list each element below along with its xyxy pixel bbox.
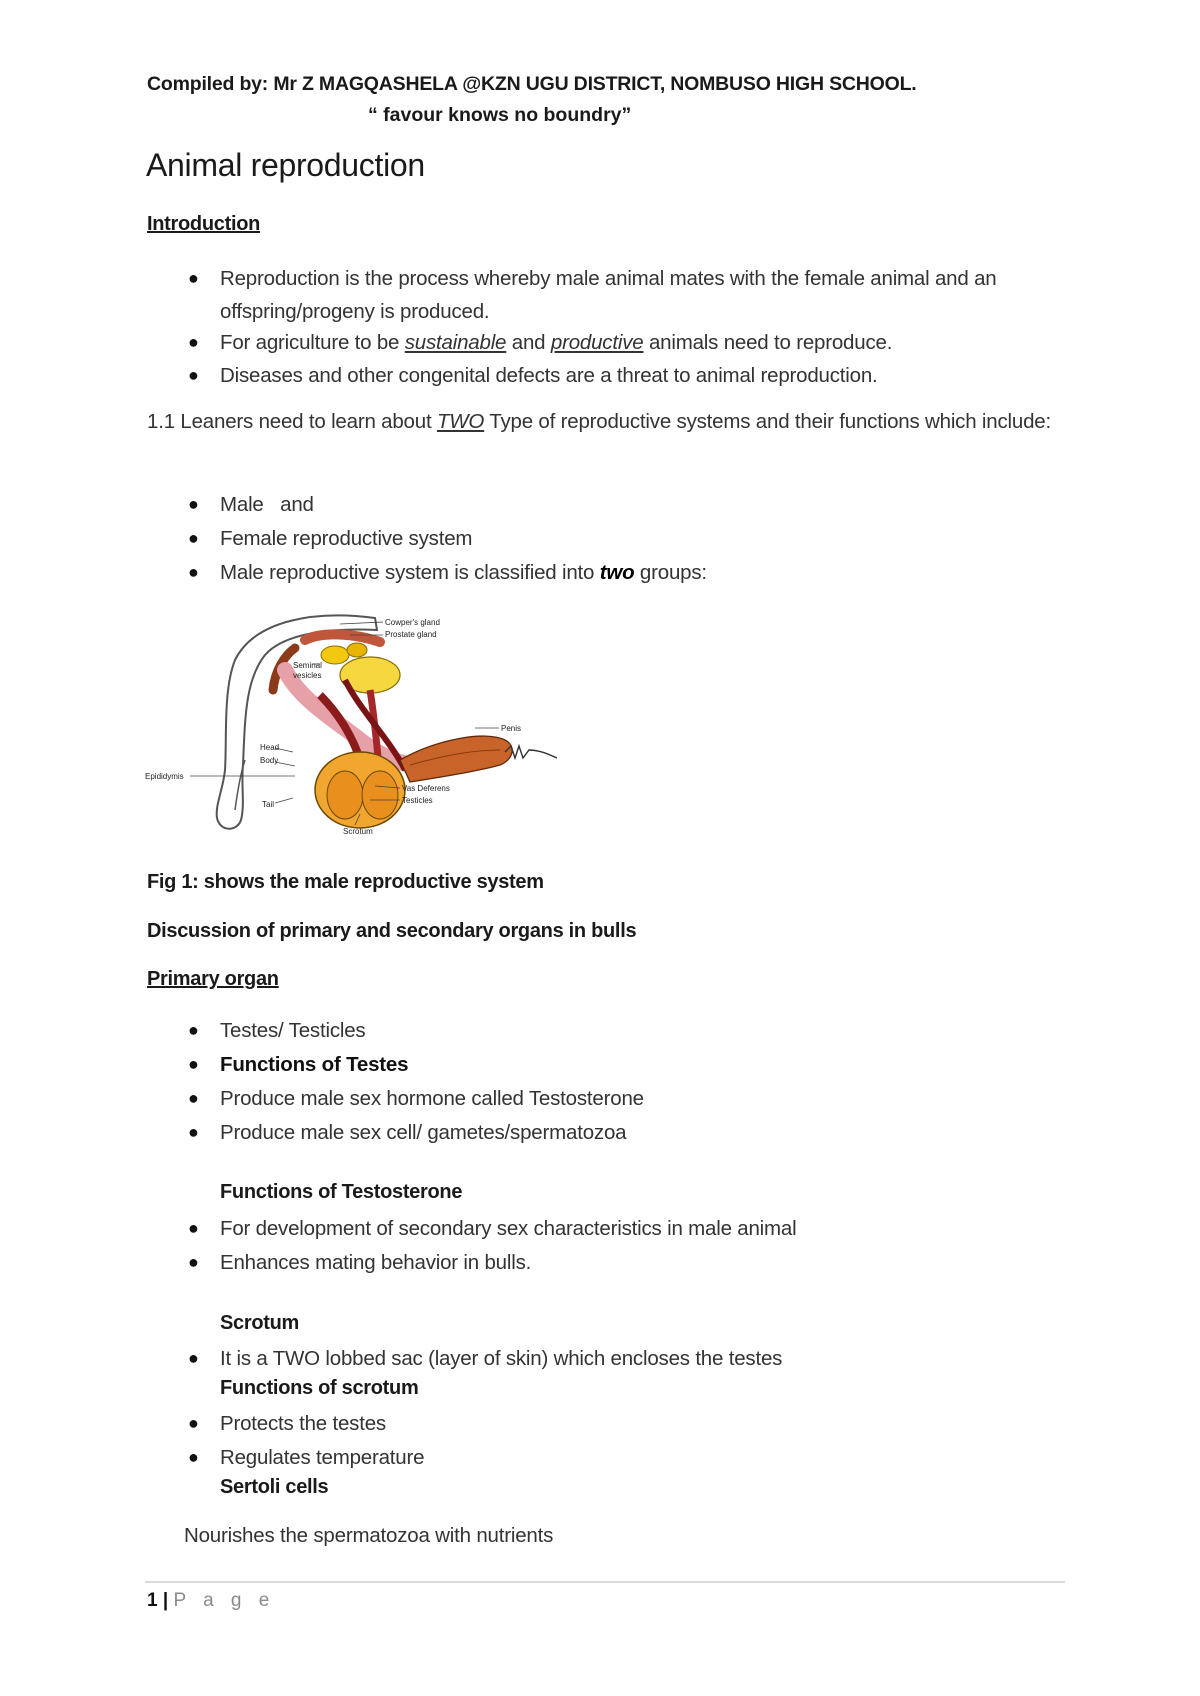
male-reproductive-system-figure	[145, 600, 565, 845]
discussion-heading: Discussion of primary and secondary organs in bulls	[147, 920, 637, 942]
list-item-text: Testes/ Testicles	[220, 1019, 366, 1042]
bullet-icon: ●	[188, 1020, 199, 1040]
bullet-icon: ●	[188, 1252, 199, 1272]
introduction-heading: Introduction	[147, 213, 261, 235]
testicles-label: Testicles	[402, 796, 433, 805]
list-item-text: Male and	[220, 493, 314, 516]
bullet-icon: ●	[188, 1447, 199, 1467]
bullet-icon: ●	[188, 1088, 199, 1108]
prostate-label: Prostate gland	[385, 630, 437, 639]
seminal-label-1: Seminal	[293, 661, 322, 670]
list-item-text: Regulates temperature	[220, 1446, 425, 1469]
learn-paragraph: 1.1 Leaners need to learn about TWO Type of reproductive systems and their functions which include:	[147, 410, 1051, 433]
page-word: P a g e	[173, 1590, 276, 1611]
scrotum-functions-heading: Functions of scrotum	[220, 1377, 419, 1399]
list-item-text: Diseases and other congenital defects are a threat to animal reproduction.	[220, 364, 878, 387]
figure-caption: Fig 1: shows the male reproductive system	[147, 871, 544, 893]
list-item-text: For agriculture to be sustainable and productive animals need to reproduce.	[220, 331, 893, 354]
tail-label: Tail	[262, 800, 275, 809]
compiled-by-header: Compiled by: Mr Z MAGQASHELA @KZN UGU DISTRICT, NOMBUSO HIGH SCHOOL.	[147, 73, 917, 95]
bullet-icon: ●	[188, 268, 199, 288]
motto: “ favour knows no boundry”	[368, 104, 632, 126]
bullet-icon: ●	[188, 562, 199, 582]
list-item-text: Produce male sex cell/ gametes/spermatozoa	[220, 1121, 627, 1144]
head-label: Head	[260, 743, 280, 752]
bullet-icon: ●	[188, 528, 199, 548]
footer-separator: |	[162, 1590, 169, 1611]
bullet-icon: ●	[188, 1054, 199, 1074]
page-number: 1	[147, 1590, 158, 1611]
bullet-icon: ●	[188, 365, 199, 385]
bullet-icon: ●	[188, 1413, 199, 1433]
seminal-label-2: vesicles	[293, 671, 322, 680]
bullet-icon: ●	[188, 1122, 199, 1142]
scrotum-heading: Scrotum	[220, 1312, 300, 1334]
bullet-icon: ●	[188, 332, 199, 352]
cowper-label: Cowper's gland	[385, 618, 440, 627]
page-footer	[147, 1590, 275, 1612]
epididymis-label: Epididymis	[145, 772, 184, 781]
sertoli-heading: Sertoli cells	[220, 1476, 329, 1498]
primary-organ-heading: Primary organ	[147, 968, 279, 990]
list-item-text: Protects the testes	[220, 1412, 386, 1435]
vas-deferens-label: Vas Deferens	[402, 784, 450, 793]
scrotum-label: Scrotum	[343, 827, 373, 836]
list-item-text: Enhances mating behavior in bulls.	[220, 1251, 532, 1274]
list-item-text: For development of secondary sex characteristics in male animal	[220, 1217, 797, 1240]
list-item-text: Reproduction is the process whereby male animal mates with the female animal and an offspring/progeny is produced.	[220, 267, 997, 323]
sertoli-text: Nourishes the spermatozoa with nutrients	[184, 1524, 554, 1547]
footer-divider	[145, 1581, 1065, 1583]
bullet-icon: ●	[188, 1348, 199, 1368]
list-item-text: Functions of Testes	[220, 1053, 409, 1076]
list-item-text: Female reproductive system	[220, 527, 473, 550]
bullet-icon: ●	[188, 494, 199, 514]
list-item-text: Produce male sex hormone called Testosterone	[220, 1087, 644, 1110]
body-label: Body	[260, 756, 279, 765]
list-item-text: It is a TWO lobbed sac (layer of skin) which encloses the testes	[220, 1347, 783, 1370]
list-item-text: Male reproductive system is classified into two groups:	[220, 561, 707, 584]
page-title: Animal reproduction	[146, 147, 425, 183]
male-reproductive-diagram	[145, 600, 565, 845]
bullet-icon: ●	[188, 1218, 199, 1238]
testosterone-heading: Functions of Testosterone	[220, 1181, 463, 1203]
penis-label: Penis	[501, 724, 522, 733]
